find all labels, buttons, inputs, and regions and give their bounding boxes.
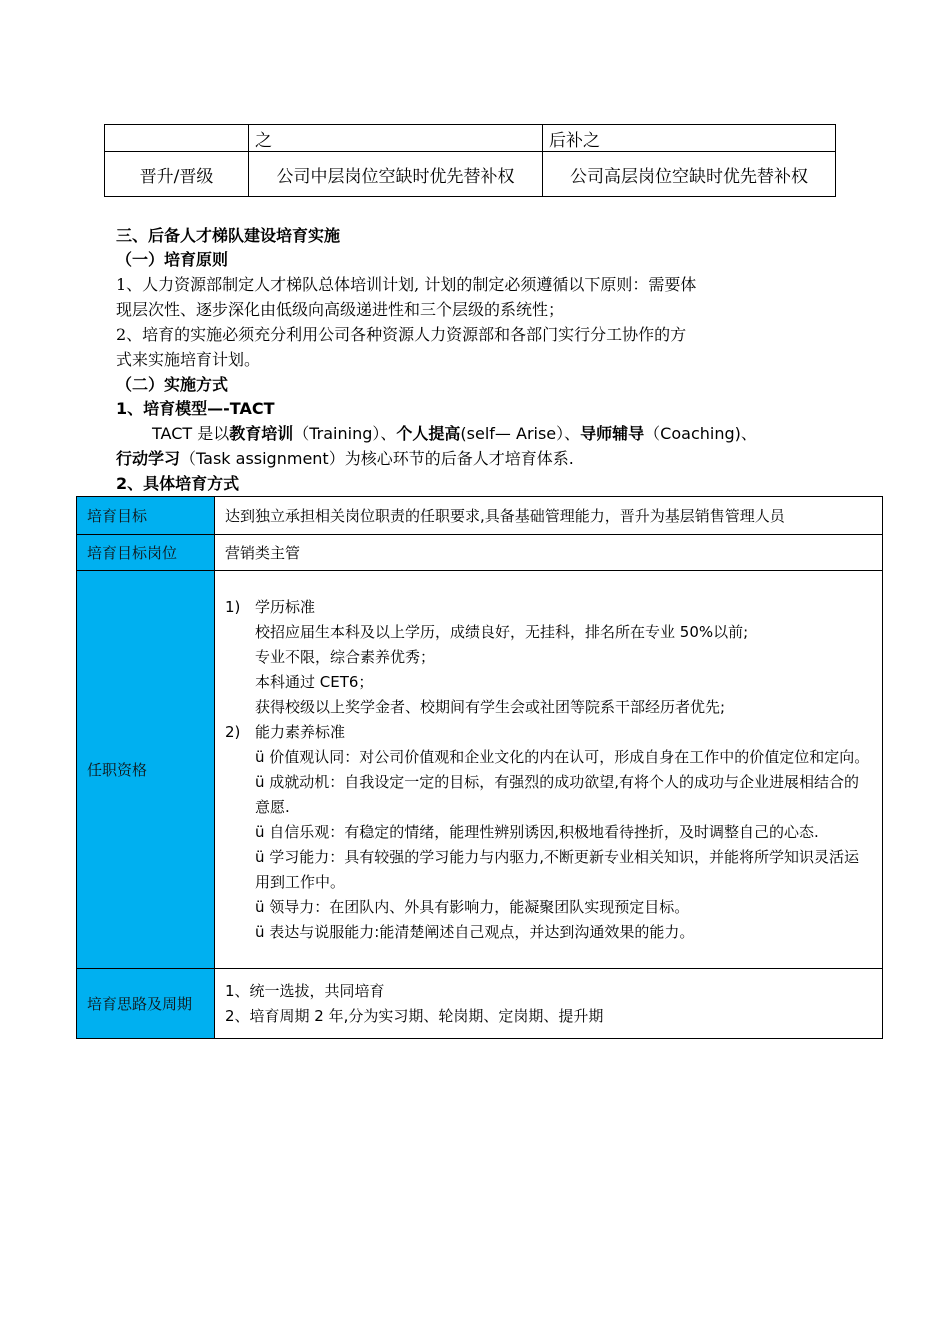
table-row	[77, 571, 883, 969]
table-cell: 公司中层岗位空缺时优先替补权	[249, 152, 543, 197]
plan-value	[215, 969, 883, 1039]
tact-text: （Task assignment）为核心环节的后备人才培育体系.	[180, 449, 574, 468]
table-cell: 公司高层岗位空缺时优先替补权	[543, 152, 836, 197]
tact-text: （Coaching)、	[644, 424, 757, 443]
list-item: 专业不限，综合素养优秀；	[255, 647, 436, 666]
tact-keyword: 行动学习	[116, 449, 181, 468]
list-number: 2)	[225, 722, 241, 741]
list-item: 本科通过 CET6；	[255, 672, 374, 691]
tact-paragraph-line2	[116, 447, 574, 471]
list-item: ü 价值观认同：对公司价值观和企业文化的内在认可，形成自身在工作中的价值定位和定向。	[255, 747, 870, 766]
paragraph-line: 现层次性、逐步深化由低级向高级递进性和三个层级的系统性；	[116, 300, 565, 319]
training-table	[76, 496, 883, 1039]
list-item: ü 表达与说服能力:能清楚阐述自己观点，并达到沟通效果的能力。	[255, 922, 695, 941]
qualification-label: 任职资格	[77, 571, 215, 969]
section-title: 三、后备人才梯队建设培育实施	[116, 226, 341, 245]
table-row	[77, 535, 883, 571]
qualification-value	[215, 571, 883, 969]
list-item: ü 领导力：在团队内、外具有影响力，能凝聚团队实现预定目标。	[255, 897, 690, 916]
subsection-title: （一）培育原则	[116, 250, 229, 269]
list-item: ü 学习能力：具有较强的学习能力与内驱力,不断更新专业相关知识，并能将所学知识灵活运用到工作中。	[255, 847, 860, 891]
post-value: 营销类主管	[215, 535, 883, 571]
list-item: 获得校级以上奖学金者、校期间有学生会或社团等院系干部经历者优先;	[255, 697, 726, 716]
tact-text: TACT 是以	[152, 424, 230, 443]
list-item: ü 自信乐观：有稳定的情绪，能理性辨别诱因,积极地看待挫折，及时调整自己的心态.	[255, 822, 819, 841]
table-row	[105, 125, 836, 152]
tact-text: （Training）、	[293, 424, 397, 443]
tact-keyword: 导师辅导	[580, 424, 645, 443]
plan-item: 1、统一选拔，共同培育	[225, 981, 385, 1000]
table-row	[77, 969, 883, 1039]
tact-text: (self— Arise）、	[460, 424, 581, 443]
table-cell: 晋升/晋级	[105, 152, 249, 197]
tact-paragraph-line1	[152, 422, 757, 446]
table-cell: 之	[249, 125, 543, 152]
plan-label: 培育思路及周期	[77, 969, 215, 1039]
list-number: 1)	[225, 597, 241, 616]
table-row	[105, 152, 836, 197]
list-heading	[225, 595, 872, 620]
list-heading-text: 能力素养标准	[255, 722, 346, 741]
paragraph-line: 式来实施培育计划。	[116, 350, 261, 369]
paragraph-line: 2、培育的实施必须充分利用公司各种资源人力资源部和各部门实行分工协作的方	[116, 325, 687, 344]
tact-keyword: 个人提高	[396, 424, 461, 443]
subsection-title: （二）实施方式	[116, 375, 229, 394]
goal-value: 达到独立承担相关岗位职责的任职要求,具备基础管理能力，晋升为基层销售管理人员	[215, 497, 883, 535]
goal-label: 培育目标	[77, 497, 215, 535]
paragraph-line: 1、人力资源部制定人才梯队总体培训计划, 计划的制定必须遵循以下原则：需要体	[116, 275, 697, 294]
list-heading	[225, 720, 872, 745]
list-heading-text: 学历标准	[255, 597, 316, 616]
plan-item: 2、培育周期 2 年,分为实习期、轮岗期、定岗期、提升期	[225, 1006, 604, 1025]
list-item: 校招应届生本科及以上学历，成绩良好，无挂科，排名所在专业 50%以前;	[255, 622, 749, 641]
method-title: 2、具体培育方式	[116, 474, 240, 493]
table-cell	[105, 125, 249, 152]
post-label: 培育目标岗位	[77, 535, 215, 571]
tact-keyword: 教育培训	[229, 424, 294, 443]
table-cell: 后补之	[543, 125, 836, 152]
model-title: 1、培育模型—-TACT	[116, 399, 275, 418]
qualification-list	[225, 591, 872, 949]
table-row	[77, 497, 883, 535]
list-item: ü 成就动机：自我设定一定的目标，有强烈的成功欲望,有将个人的成功与企业进展相结合的意愿.	[255, 772, 860, 816]
promotion-table	[104, 124, 836, 197]
